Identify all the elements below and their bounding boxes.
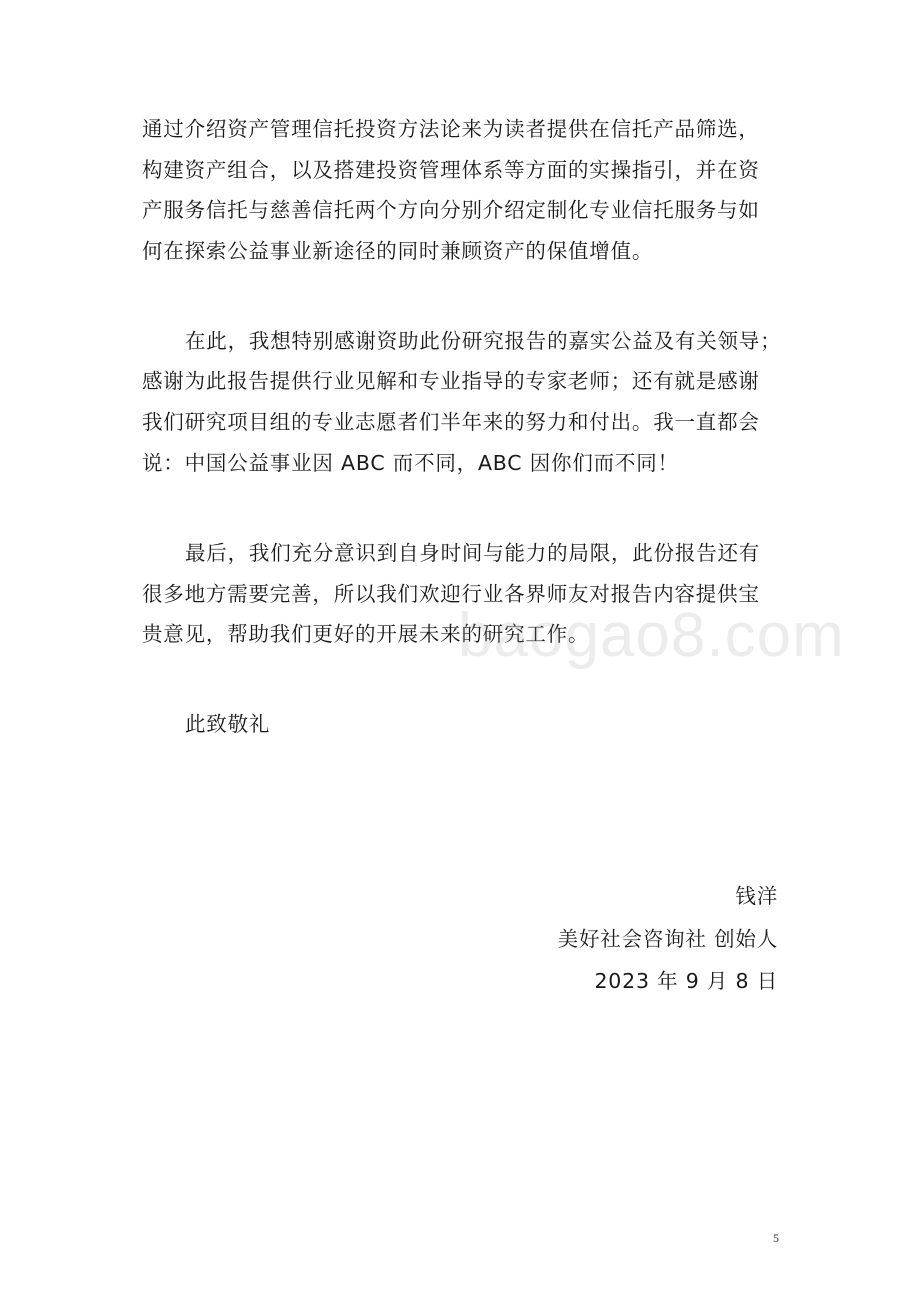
- paragraph-1-line-1: 通过介绍资产管理信托投资方法论来为读者提供在信托产品筛选，: [142, 117, 760, 141]
- paragraph-2-line-4: 说：中国公益事业因 ABC 而不同，ABC 因你们而不同！: [142, 451, 679, 475]
- signature-date: 2023 年 9 月 8 日: [594, 969, 778, 993]
- paragraph-1-line-2: 构建资产组合，以及搭建投资管理体系等方面的实操指引，并在资: [142, 158, 760, 182]
- watermark: baogao8.com: [458, 601, 845, 670]
- paragraph-2-line-2: 感谢为此报告提供行业见解和专业指导的专家老师；还有就是感谢: [142, 369, 760, 393]
- paragraph-1-line-3: 产服务信托与慈善信托两个方向分别介绍定制化专业信托服务与如: [142, 198, 760, 222]
- paragraph-3-line-1: 最后，我们充分意识到自身时间与能力的局限，此份报告还有: [185, 541, 761, 565]
- closing-salutation: 此致敬礼: [185, 712, 271, 736]
- paragraph-3-line-3: 贵意见，帮助我们更好的开展未来的研究工作。: [142, 622, 590, 646]
- signature-name: 钱洋: [735, 884, 778, 908]
- page-number: 5: [773, 1231, 779, 1245]
- paragraph-2-line-1: 在此，我想特别感谢资助此份研究报告的嘉实公益及有关领导；: [185, 329, 782, 353]
- paragraph-3-line-2: 很多地方需要完善，所以我们欢迎行业各界师友对报告内容提供宝: [142, 582, 760, 606]
- paragraph-1-line-4: 何在探索公益事业新途径的同时兼顾资产的保值增值。: [142, 239, 654, 263]
- paragraph-2-line-3: 我们研究项目组的专业志愿者们半年来的努力和付出。我一直都会: [142, 410, 760, 434]
- signature-organization: 美好社会咨询社 创始人: [557, 927, 778, 951]
